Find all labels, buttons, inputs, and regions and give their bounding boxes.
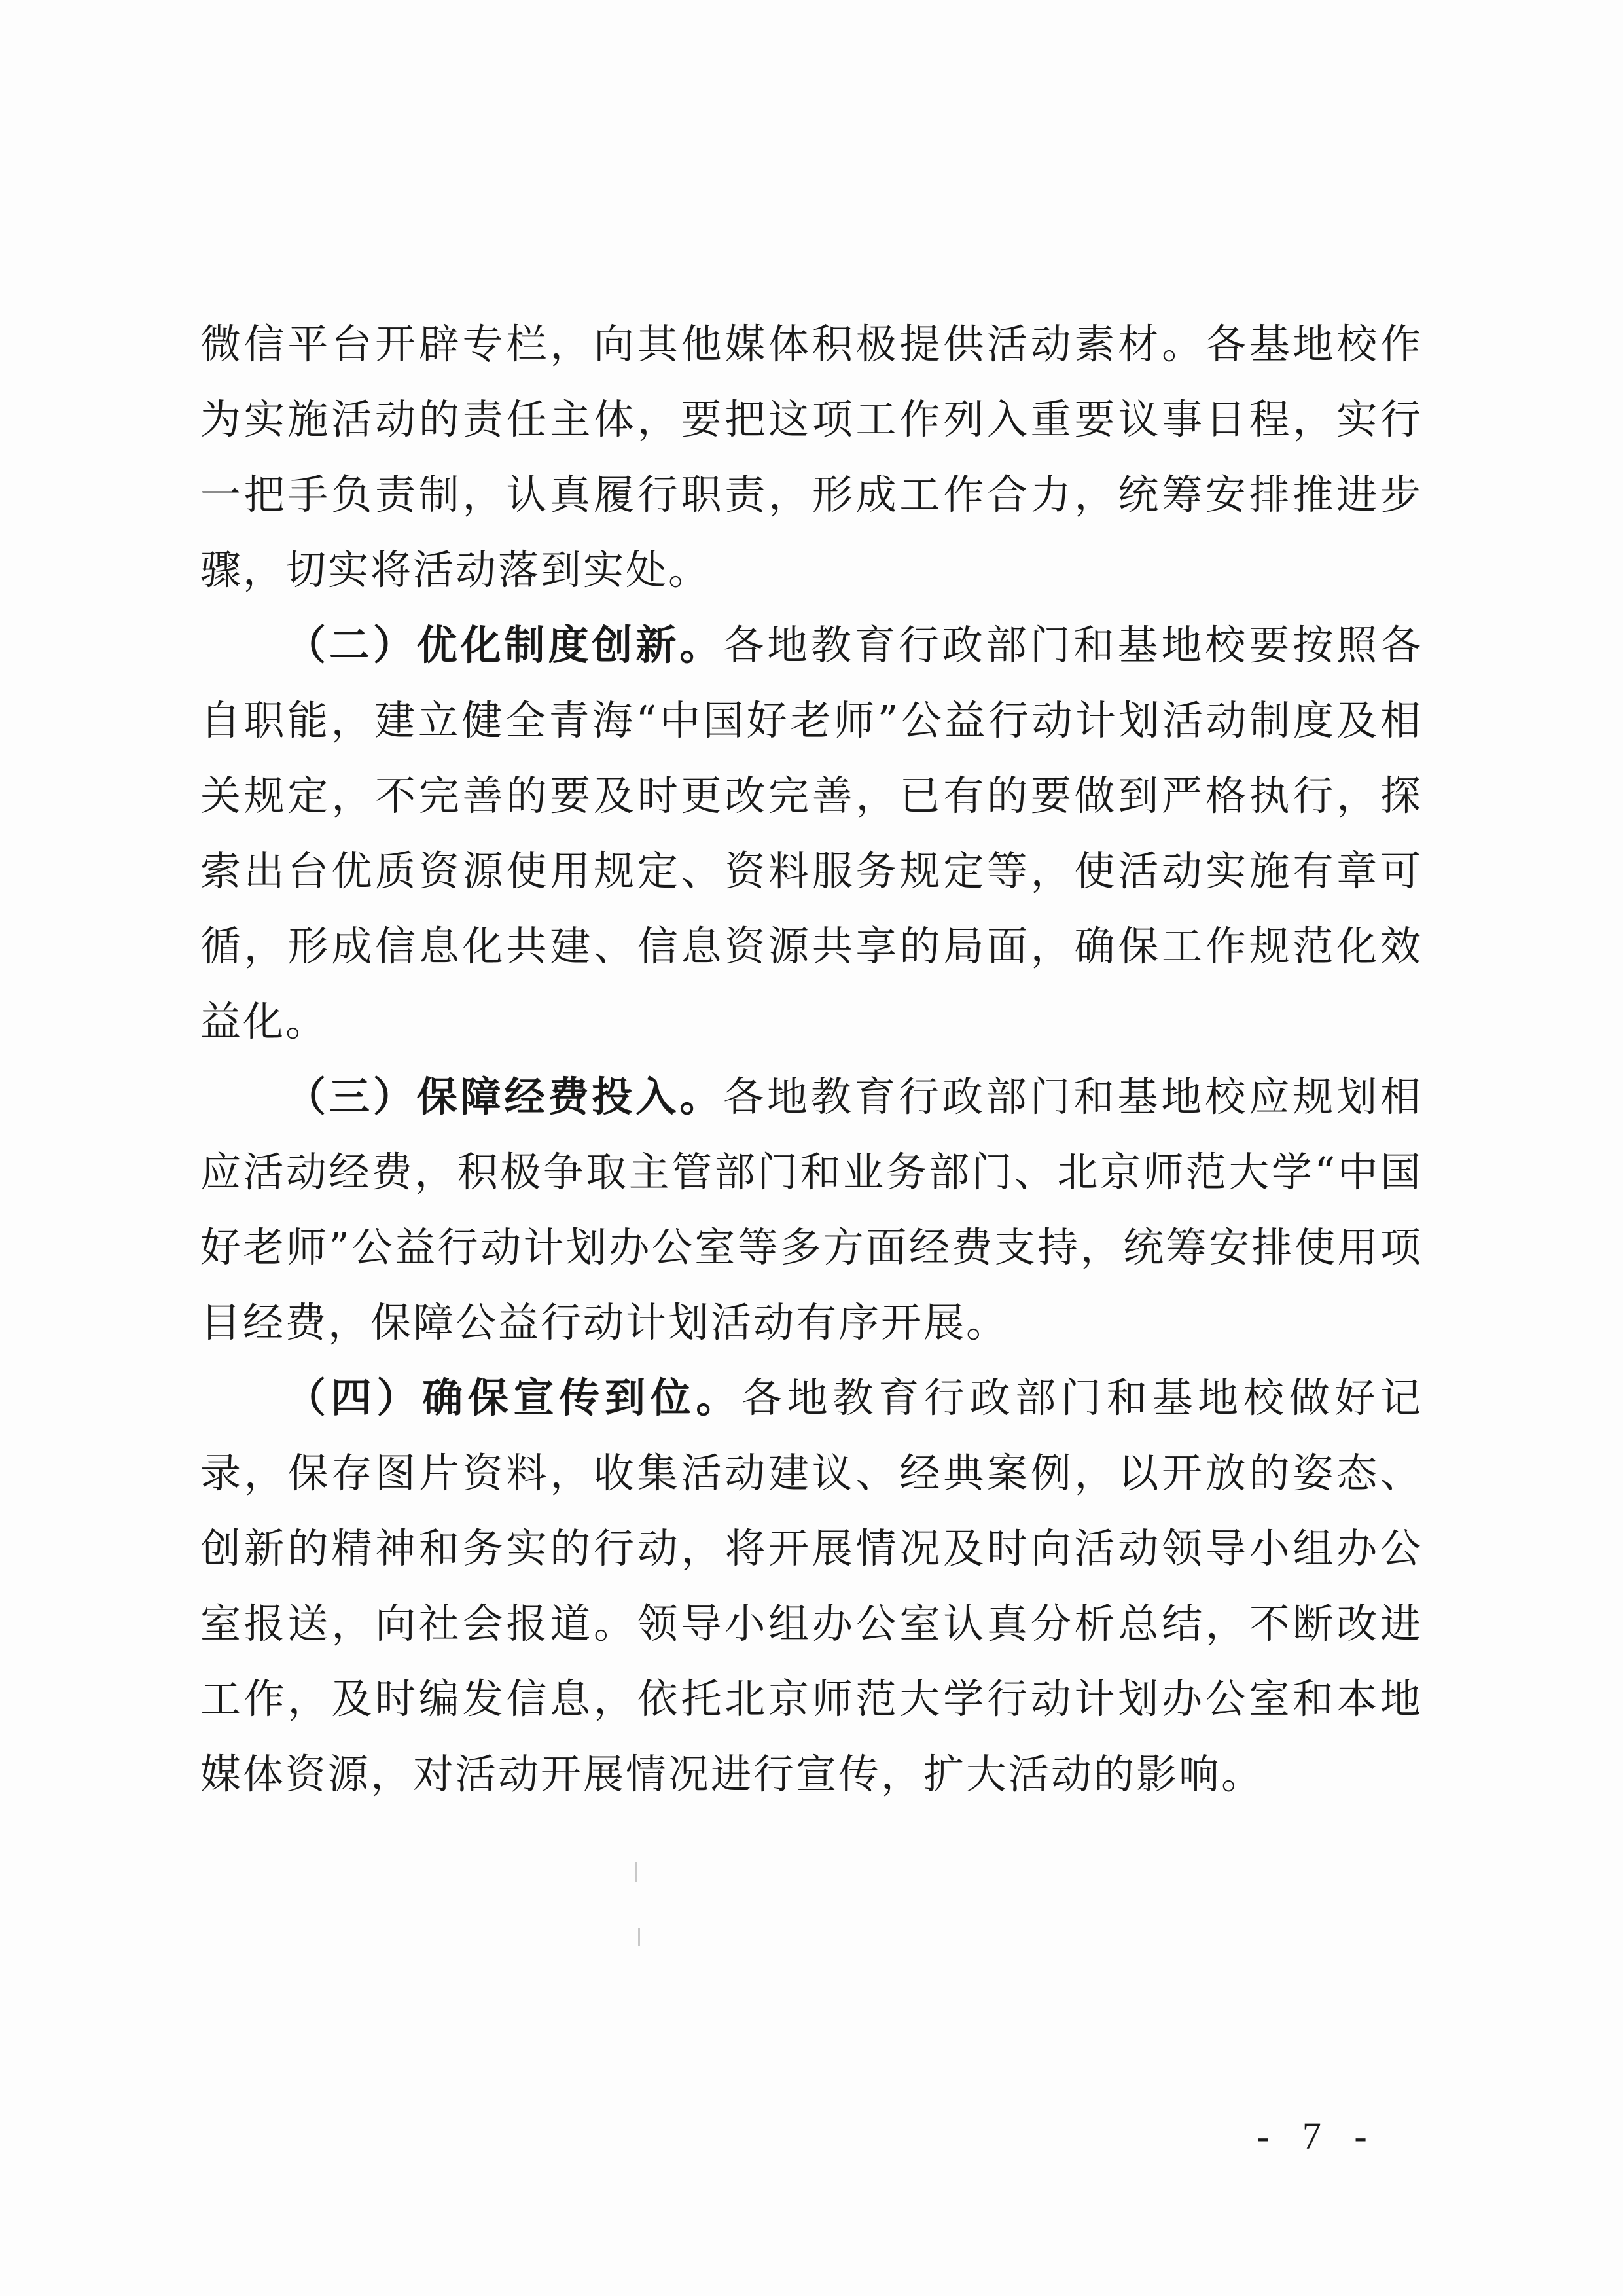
paragraph-1-body: 微信平台开辟专栏，向其他媒体积极提供活动素材。各基地校作为实施活动的责任主体，要把这项工作列入重要议事日程，实行一把手负责制，认真履行职责，形成工作合力，统筹安排推进步骤，切实将活动落到实处。 bbox=[200, 320, 1423, 594]
body-text bbox=[200, 306, 1423, 1812]
scan-artifact bbox=[635, 1862, 637, 1882]
paragraph-1 bbox=[200, 306, 1423, 607]
paragraph-3-heading: （三）保障经费投入。 bbox=[285, 1073, 724, 1121]
paragraph-2-body: 各地教育行政部门和基地校要按照各自职能，建立健全青海“中国好老师”公益行动计划活动制度及相关规定，不完善的要及时更改完善，已有的要做到严格执行，探索出台优质资源使用规定、资料服务规定等，使活动实施有章可循，形成信息化共建、信息资源共享的局面，确保工作规范化效益化。 bbox=[200, 621, 1423, 1045]
paragraph-4 bbox=[200, 1360, 1423, 1812]
page-number: - 7 - bbox=[1257, 2115, 1379, 2157]
scan-artifact bbox=[638, 1928, 640, 1946]
paragraph-4-body: 各地教育行政部门和基地校做好记录，保存图片资料，收集活动建议、经典案例，以开放的姿态、创新的精神和务实的行动，将开展情况及时向活动领导小组办公室报送，向社会报道。领导小组办公室认真分析总结，不断改进工作，及时编发信息，依托北京师范大学行动计划办公室和本地媒体资源，对活动开展情况进行宣传，扩大活动的影响。 bbox=[200, 1374, 1423, 1798]
paragraph-2 bbox=[200, 607, 1423, 1059]
paragraph-3-body: 各地教育行政部门和基地校应规划相应活动经费，积极争取主管部门和业务部门、北京师范大学“中国好老师”公益行动计划办公室等多方面经费支持，统筹安排使用项目经费，保障公益行动计划活动有序开展。 bbox=[200, 1073, 1423, 1346]
paragraph-2-heading: （二）优化制度创新。 bbox=[285, 621, 724, 669]
paragraph-3 bbox=[200, 1059, 1423, 1360]
paragraph-4-heading: （四）确保宣传到位。 bbox=[285, 1374, 742, 1422]
